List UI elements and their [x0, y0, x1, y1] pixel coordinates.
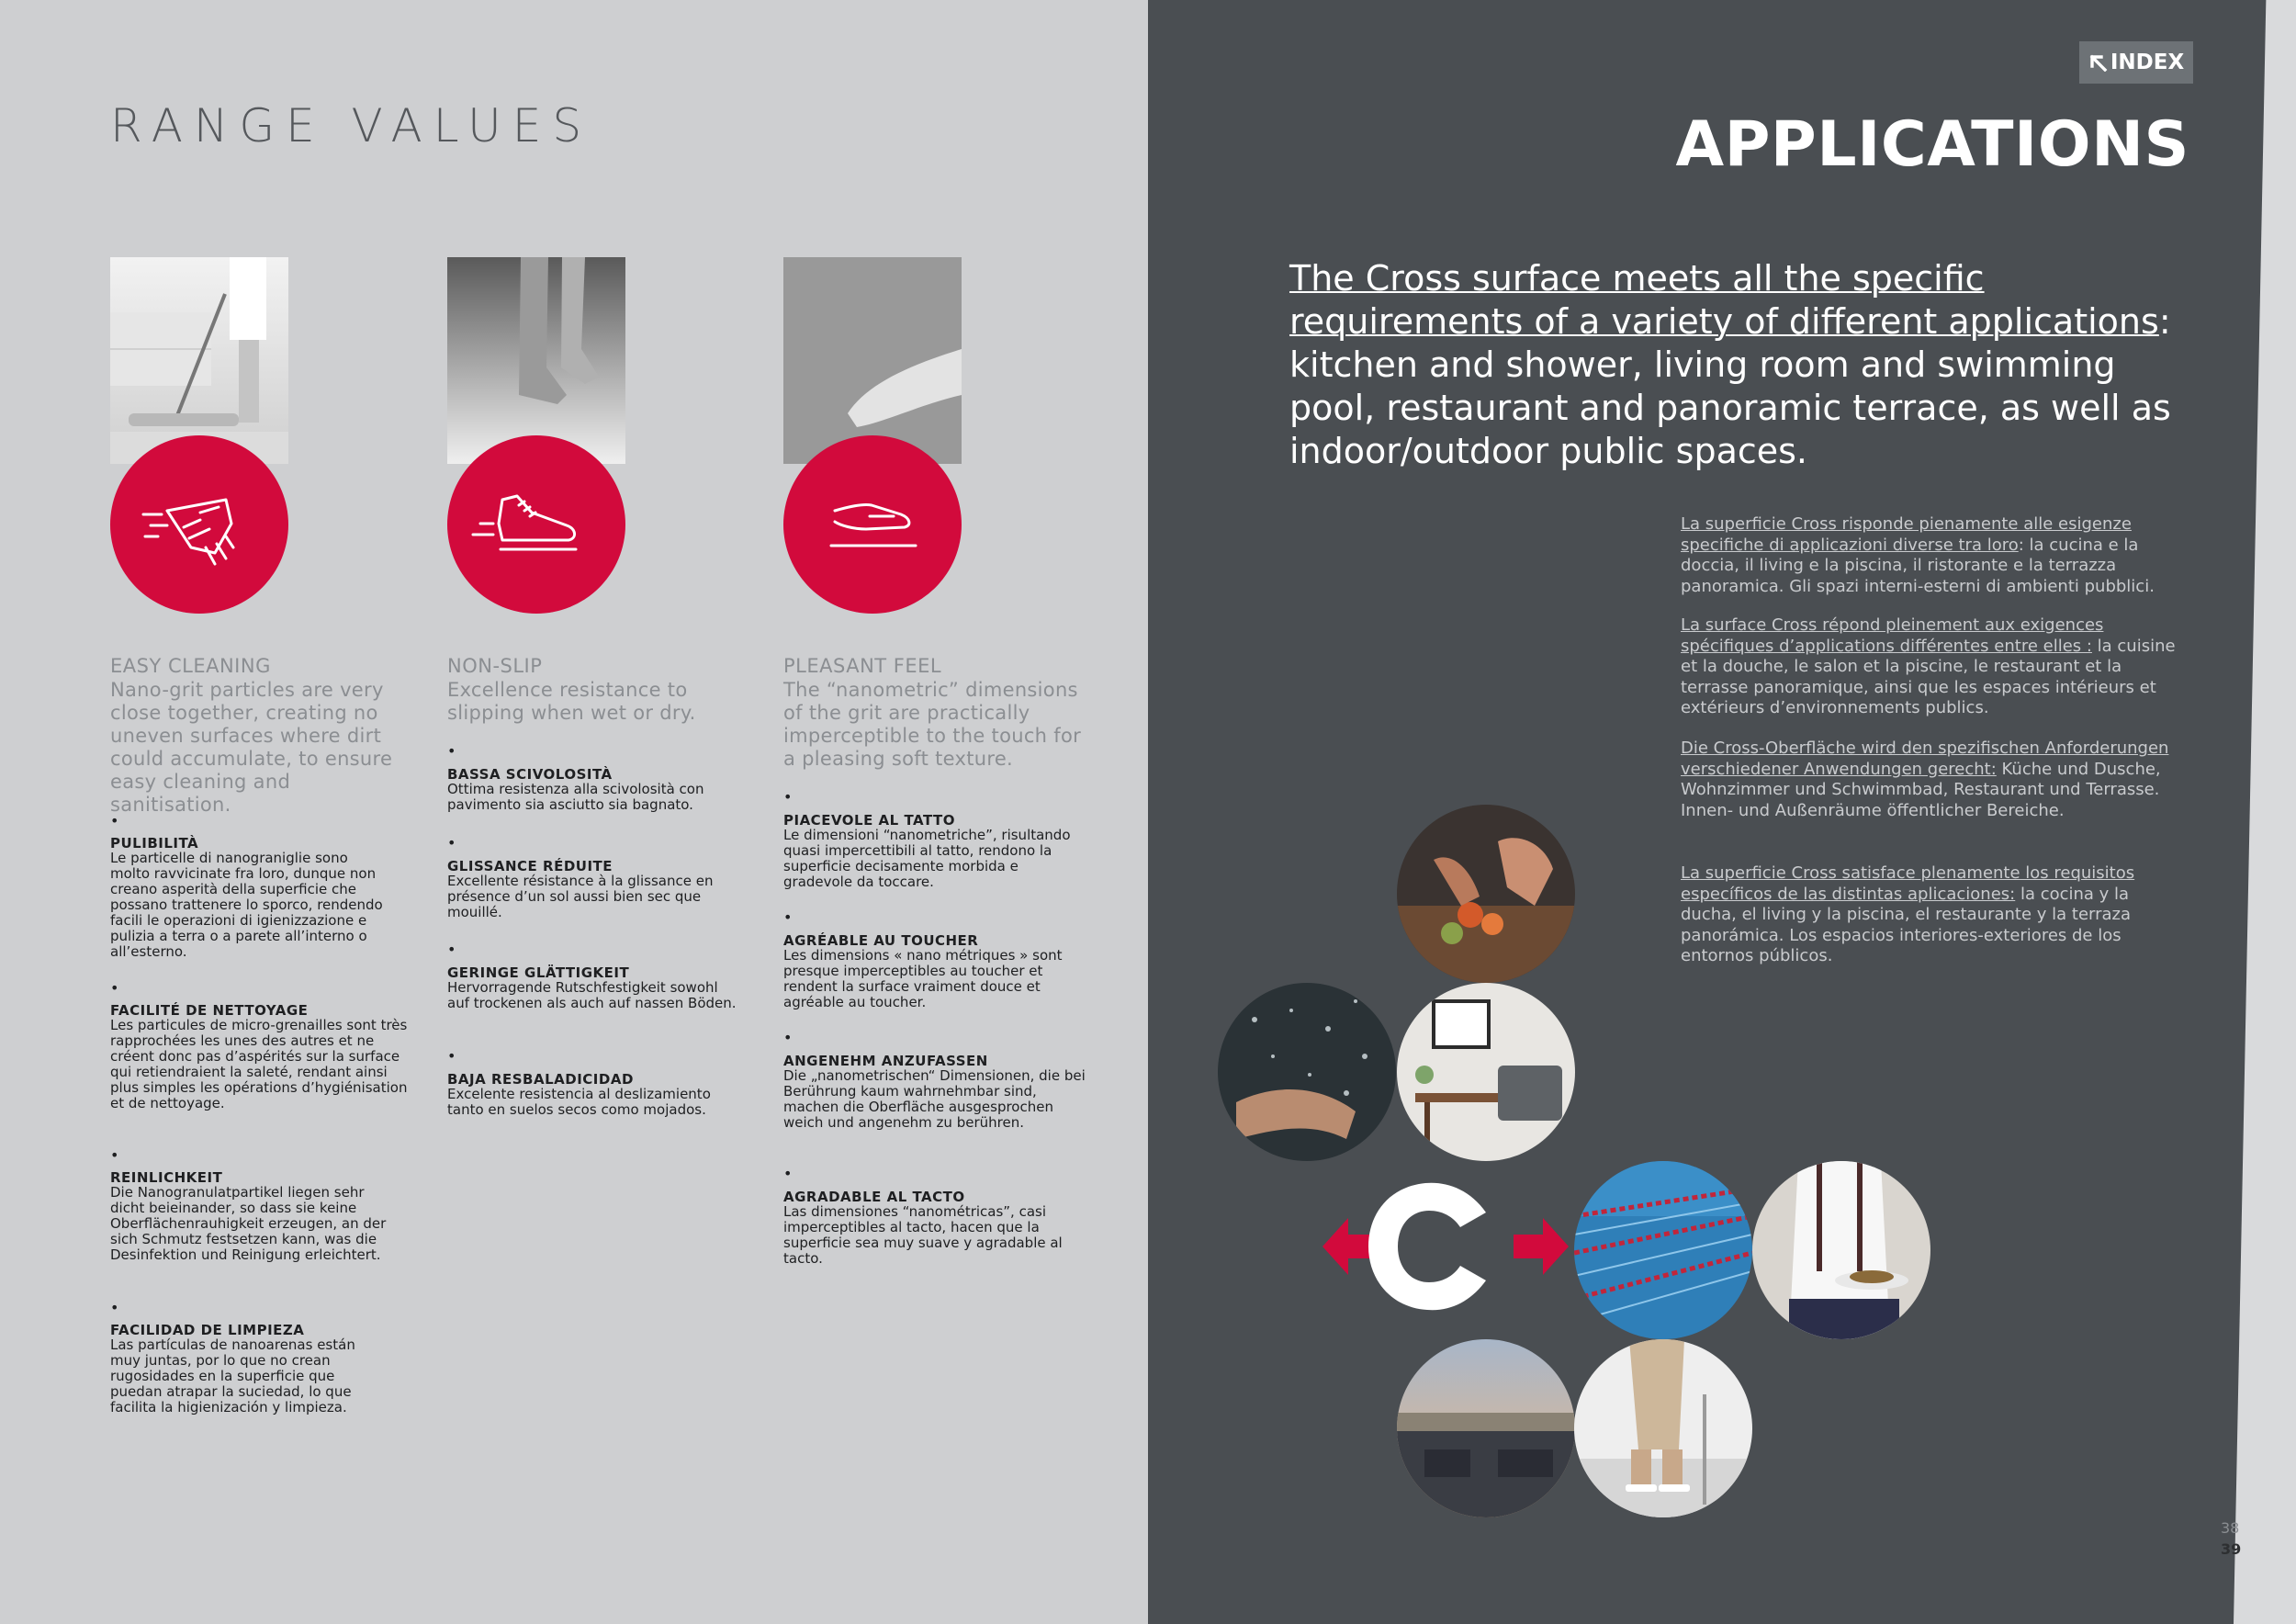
pleasant-feel-description: The “nanometric” dimensions of the grit are practically imperceptible to the touch for a pleasing soft texture. [783, 679, 1082, 770]
bullet: • [783, 1165, 793, 1182]
touch-hand-icon [783, 435, 962, 614]
bullet: • [110, 1299, 119, 1316]
paragraph-rest: la cuisine et la douche, le salon et la piscine, le restaurant et la terrasse panoramique, ainsi que les espaces intérieurs et extérieurs d’environnements publics. [1681, 636, 2176, 717]
translation-text: Ottima resistenza alla scivolosità con pavimento sia asciutto sia bagnato. [447, 781, 704, 813]
translation-heading: AGRADABLE AL TACTO [783, 1189, 965, 1205]
bullet: • [783, 788, 793, 806]
translation-heading: GERINGE GLÄTTIGKEIT [447, 964, 630, 981]
translation-text: Die Nanogranulatpartikel liegen sehr dicht beieinander, so dass sie keine Oberflächenrauhigkeit erzeugen, an der sich Schmutz festsetzen kann, was die Desinfektion und Reinigung erleichtert. [110, 1184, 387, 1263]
bare-feet-photo [447, 257, 625, 464]
bullet: • [447, 941, 456, 958]
easy-cleaning-badge [110, 435, 288, 614]
bathroom-photo [1574, 1339, 1752, 1517]
bullet: • [783, 1029, 793, 1046]
translation-text: Le dimensioni “nanometriche”, risultando quasi impercettibili al tatto, rendono la superficie decisamente morbida e gradevole da toccare. [783, 827, 1071, 890]
non-slip-title: NON-SLIP [447, 655, 543, 677]
arrow-up-left-icon [2088, 53, 2109, 72]
translation-heading: FACILIDAD DE LIMPIEZA [110, 1322, 305, 1338]
translation-text: Las partículas de nanoarenas están muy juntas, por lo que no crean rugosidades en la superficie que puedan atrapar la suciedad, lo que facilita la higienización y limpieza. [110, 1336, 355, 1415]
wiping-hand-icon [110, 435, 288, 614]
bullet: • [447, 834, 456, 851]
lead-rest: : kitchen and shower, living room and swimming pool, restaurant and panoramic terrace, as well as indoor/outdoor public spaces. [1289, 301, 2171, 471]
bullet: • [447, 1047, 456, 1065]
kitchen-photo [1397, 805, 1575, 983]
index-button[interactable] [2079, 41, 2193, 84]
pool-photo [1574, 1161, 1752, 1339]
bullet: • [783, 908, 793, 926]
pleasant-feel-badge [783, 435, 962, 614]
translation-text: Excellente résistance à la glissance en présence d’un sol aussi bien sec que mouillé. [447, 873, 714, 920]
index-label: INDEX [2110, 51, 2185, 74]
terrace-photo [1397, 1339, 1575, 1517]
page-title-range-values: RANGE VALUES [110, 99, 593, 152]
bullet: • [110, 1146, 119, 1164]
translation-text: Excelente resistencia al deslizamiento tanto en suelos secos como mojados. [447, 1086, 711, 1118]
lead-paragraph [1289, 257, 2189, 473]
translation-text: Hervorragende Rutschfestigkeit sowohl auf trockenen als auch auf nassen Böden. [447, 979, 737, 1011]
translation-heading: BAJA RESBALADICIDAD [447, 1071, 634, 1088]
translation-text: Le particelle di nanograniglie sono molto ravvicinate fra loro, dunque non creano asperità della superficie che possano trattenere lo sporco, rendendo facili le operazioni di igienizzazione e pulizia a terra o a parete all’interno o all’esterno. [110, 850, 383, 960]
paragraph-underlined: La surface Cross répond pleinement aux exigences spécifiques d’applications différentes entre elles : [1681, 615, 2104, 656]
translation-heading: FACILITÉ DE NETTOYAGE [110, 1002, 309, 1019]
paragraph-italian [1681, 514, 2186, 597]
easy-cleaning-title: EASY CLEANING [110, 655, 271, 677]
living-room-photo [1397, 983, 1575, 1161]
translation-text: Las dimensiones “nanométricas”, casi imperceptibles al tacto, hacen que la superficie sea muy suave y agradable al tacto. [783, 1203, 1063, 1267]
paragraph-underlined: Die Cross-Oberfläche wird den spezifischen Anforderungen verschiedener Anwendungen gerecht: [1681, 739, 2169, 779]
non-slip-badge [447, 435, 625, 614]
paragraph-rest: Küche und Dusche, Wohnzimmer und Schwimmbad, Restaurant und Terrasse. Innen- und Außenräume öffentlicher Bereiche. [1681, 759, 2161, 820]
translation-text: Die „nanometrischen“ Dimensionen, die bei Berührung kaum wahrnehmbar sind, machen die Oberfläche ausgesprochen weich und angenehm zu berühren. [783, 1067, 1086, 1131]
translation-heading: BASSA SCIVOLOSITÀ [447, 766, 613, 783]
translation-heading: GLISSANCE RÉDUITE [447, 858, 613, 874]
paragraph-underlined: La superficie Cross satisface plenamente los requisitos específicos de las distintas aplicaciones: [1681, 863, 2135, 904]
non-slip-description: Excellence resistance to slipping when wet or dry. [447, 679, 696, 724]
bullet: • [447, 742, 456, 760]
translation-heading: PULIBILITÀ [110, 835, 199, 851]
cross-logo [1322, 1178, 1569, 1315]
page-number-right: 39 [2221, 1540, 2242, 1558]
paragraph-underlined: La superficie Cross risponde pienamente alle esigenze specifiche di applicazioni diverse tra loro [1681, 514, 2132, 555]
paragraph-french [1681, 615, 2186, 719]
paragraph-german [1681, 739, 2186, 821]
shoe-icon [447, 435, 625, 614]
cleaning-photo [110, 257, 288, 464]
translation-heading: PIACEVOLE AL TATTO [783, 812, 956, 829]
paragraph-rest: : la cucina e la doccia, il living e la piscina, il ristorante e la terrazza panoramica. Gli spazi interni-esterni di ambienti pubblici. [1681, 535, 2155, 596]
translation-heading: ANGENEHM ANZUFASSEN [783, 1053, 988, 1069]
translation-heading: REINLICHKEIT [110, 1169, 223, 1186]
bullet: • [110, 979, 119, 997]
lead-underlined: The Cross surface meets all the specific requirements of a variety of different applications [1289, 258, 2159, 342]
paragraph-rest: la cocina y la ducha, el living y la piscina, el restaurante y la terraza panorámica. Los espacios interiores-exteriores de los entornos públicos. [1681, 884, 2132, 965]
pleasant-feel-title: PLEASANT FEEL [783, 655, 942, 677]
bullet: • [110, 812, 119, 829]
translation-text: Les dimensions « nano métriques » sont presque imperceptibles au toucher et rendent la surface vraiment douce et agréable au toucher. [783, 947, 1063, 1010]
easy-cleaning-description: Nano-grit particles are very close together, creating no uneven surfaces where dirt could accumulate, to ensure easy cleaning and sanitisation. [110, 679, 393, 816]
translation-heading: AGRÉABLE AU TOUCHER [783, 932, 979, 949]
paragraph-spanish [1681, 863, 2186, 967]
hand-touch-photo [783, 257, 962, 464]
translation-text: Les particules de micro-grenailles sont très rapprochées les unes des autres et ne créent donc pas d’aspérités sur la surface qui retiendraient la saleté, rendant ainsi plus simples les opérations d’hygiénisation et de nettoyage. [110, 1017, 408, 1111]
restaurant-photo [1752, 1161, 1930, 1339]
shower-photo [1218, 983, 1396, 1161]
page-title-applications: APPLICATIONS [1675, 108, 2189, 181]
page-number-left: 38 [2221, 1519, 2240, 1537]
